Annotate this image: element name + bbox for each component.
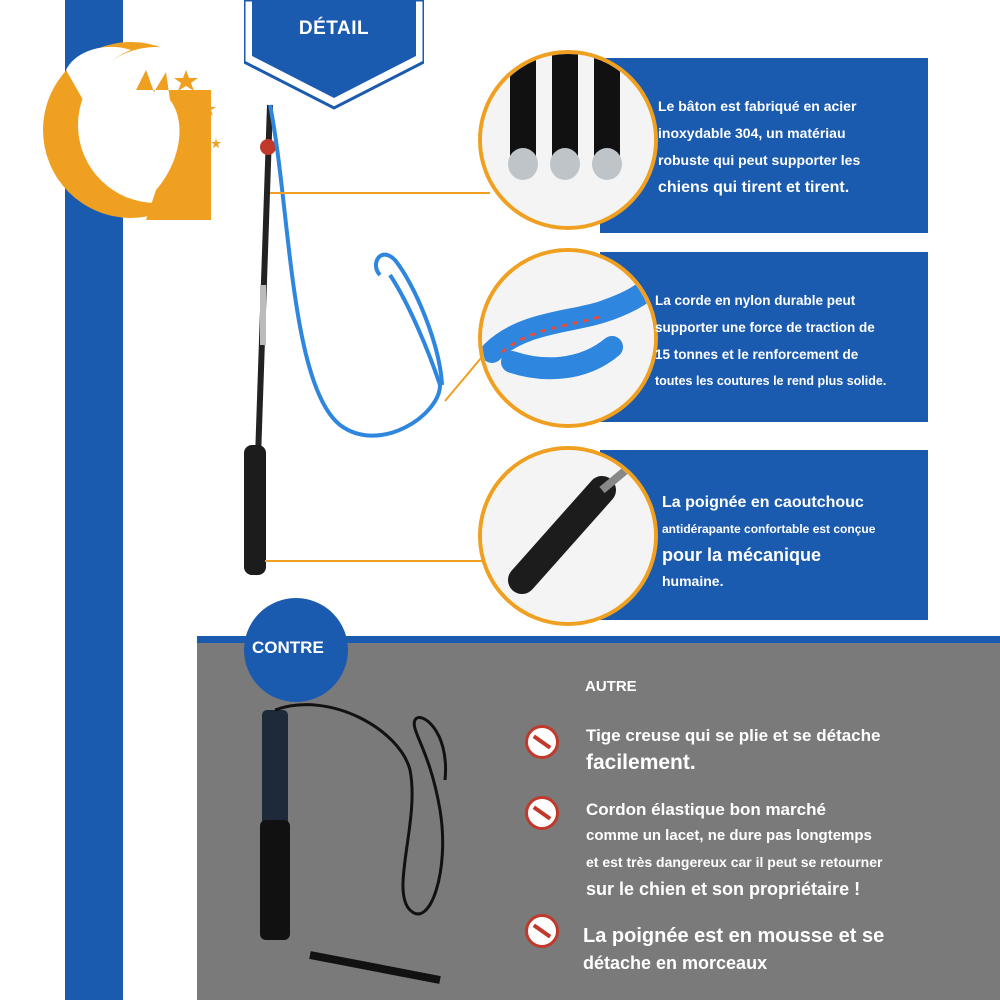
negative-item-2 <box>586 797 986 903</box>
feature-line: humaine. <box>662 573 724 589</box>
feature-image-rope <box>478 248 658 428</box>
moon-cat-logo <box>36 30 236 230</box>
prohibited-icon <box>525 796 559 830</box>
feature-line: La poignée en caoutchouc <box>662 494 864 511</box>
negative-line: détache en morceaux <box>583 953 768 973</box>
competitor-product-image <box>240 690 480 990</box>
feature-text-steel <box>658 93 923 201</box>
leader-line-1 <box>270 192 490 194</box>
feature-line: 15 tonnes et le renforcement de <box>655 347 859 362</box>
prohibited-icon <box>525 725 559 759</box>
autre-title: AUTRE <box>585 678 637 695</box>
flirt-pole-product-image <box>230 85 480 605</box>
detail-title: DÉTAIL <box>298 18 370 39</box>
negative-line: Cordon élastique bon marché <box>586 800 826 819</box>
negative-line: sur le chien et son propriétaire ! <box>586 879 861 899</box>
negative-line: La poignée est en mousse et se <box>583 925 885 947</box>
negative-line: facilement. <box>586 751 696 775</box>
feature-text-handle <box>662 490 927 594</box>
feature-image-steel <box>478 50 658 230</box>
feature-line: antidérapante confortable est conçue <box>662 522 876 536</box>
feature-line: supporter une force de traction de <box>655 320 875 335</box>
negative-item-3 <box>583 922 983 976</box>
leader-line-3 <box>265 560 485 562</box>
prohibited-icon <box>525 914 559 948</box>
negative-line: et est très dangereux car il peut se retourner <box>586 854 883 870</box>
negative-line: Tige creuse qui se plie et se détache <box>586 726 881 745</box>
feature-line: robuste qui peut supporter les <box>658 152 861 168</box>
feature-line: pour la mécanique <box>662 545 822 565</box>
feature-line: Le bâton est fabriqué en acier <box>658 98 857 114</box>
feature-line: chiens qui tirent et tirent. <box>658 179 850 196</box>
feature-line: La corde en nylon durable peut <box>655 293 856 308</box>
negative-item-1 <box>586 725 966 777</box>
contre-title: CONTRE <box>252 638 324 657</box>
negative-line: comme un lacet, ne dure pas longtemps <box>586 827 872 844</box>
feature-line: inoxydable 304, un matériau <box>658 125 846 141</box>
feature-image-handle <box>478 446 658 626</box>
feature-text-rope <box>655 287 925 395</box>
feature-line: toutes les coutures le rend plus solide. <box>655 374 887 388</box>
